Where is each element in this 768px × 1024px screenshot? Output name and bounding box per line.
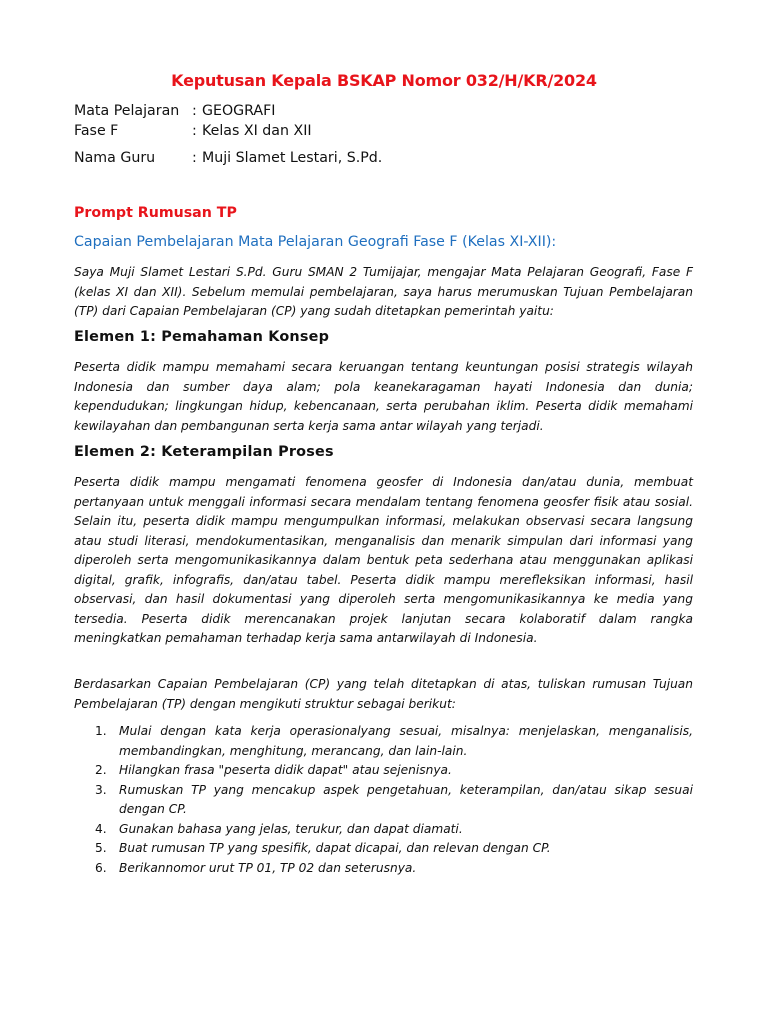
list-number: 5. — [95, 841, 107, 855]
list-item — [95, 859, 693, 879]
list-number: 4. — [95, 821, 107, 836]
meta-phase — [74, 121, 312, 141]
list-text: Hilangkan frasa "peserta didik dapat" atau sejenisnya. — [119, 763, 452, 777]
list-text: Gunakan bahasa yang jelas, terukur, dan dapat diamati. — [119, 821, 463, 836]
list-item — [95, 722, 693, 761]
meta-value: Muji Slamet Lestari, S.Pd. — [202, 150, 383, 166]
list-text: Mulai dengan kata kerja operasionalyang sesuai, misalnya: menjelaskan, menganalisis, membandingkan, menghitung, merancang, dan lain-lain. — [119, 724, 693, 758]
instruction-steps-list — [74, 722, 693, 878]
meta-label: Nama Guru — [74, 150, 156, 166]
meta-value: GEOGRAFI — [202, 103, 276, 119]
instruction-paragraph: Berdasarkan Capaian Pembelajaran (CP) yang telah ditetapkan di atas, tuliskan rumusan Tujuan Pembelajaran (TP) dengan mengikuti struktur sebagai berikut: — [74, 677, 693, 711]
meta-separator: : — [192, 123, 197, 139]
list-number: 6. — [95, 860, 107, 875]
list-number: 2. — [95, 763, 107, 777]
list-item — [95, 781, 693, 820]
element1-paragraph: Peserta didik mampu memahami secara keruangan tentang keuntungan posisi strategis wilayah Indonesia dan sumber daya alam; pola keanekaragaman hayati Indonesia dan dunia; kependudukan; lingkungan hidup, kebencanaan, serta perubahan iklim. Peserta didik memahami kewilayahan dan pembangunan serta kerja sama antar wilayah yang terjadi. — [74, 360, 693, 433]
element2-paragraph: Peserta didik mampu mengamati fenomena geosfer di Indonesia dan/atau dunia, membuat pertanyaan untuk menggali informasi secara mendalam tentang fenomena geosfer fisik atau sosial. Selain itu, peserta didik mampu mengumpulkan informasi, melakukan observasi secara langsung atau studi literasi, mendokumentasikan, menganalisis dan menarik simpulan dari informasi yang diperoleh serta mengomunikasikannya dalam bentuk peta sederhana atau menggunakan aplikasi digital, grafik, infografis, dan/atau tabel. Peserta didik mampu merefleksikan informasi, hasil observasi, dan hasil dokumentasi yang diperoleh serta mengomunikasikannya ke media yang tersedia. Peserta didik merencanakan projek lanjutan secara kolaboratif dalam rangka meningkatkan pemahaman terhadap kerja sama antarwilayah di Indonesia. — [74, 475, 693, 645]
element2-heading: Elemen 2: Keterampilan Proses — [74, 444, 334, 460]
list-text: Rumuskan TP yang mencakup aspek pengetahuan, keterampilan, dan/atau sikap sesuai dengan CP. — [119, 782, 693, 816]
meta-label: Mata Pelajaran — [74, 103, 180, 119]
list-number: 3. — [95, 782, 107, 797]
meta-teacher — [74, 148, 382, 168]
list-number: 1. — [95, 724, 107, 738]
cp-heading: Capaian Pembelajaran Mata Pelajaran Geografi Fase F (Kelas XI-XII): — [74, 234, 557, 250]
prompt-heading: Prompt Rumusan TP — [74, 205, 237, 221]
list-item — [95, 820, 693, 840]
meta-subject — [74, 101, 275, 121]
meta-separator: : — [192, 103, 197, 119]
element1-heading: Elemen 1: Pemahaman Konsep — [74, 329, 330, 345]
list-item — [95, 761, 693, 781]
intro-paragraph: Saya Muji Slamet Lestari S.Pd. Guru SMAN 2 Tumijajar, mengajar Mata Pelajaran Geografi, Fase F (kelas XI dan XII). Sebelum memulai pembelajaran, saya harus merumuskan Tujuan Pembelajaran (TP) dari Capaian Pembelajaran (CP) yang sudah ditetapkan pemerintah yaitu: — [74, 265, 693, 318]
list-item — [95, 839, 693, 859]
list-text: Berikannomor urut TP 01, TP 02 dan seterusnya. — [119, 860, 417, 875]
meta-value: Kelas XI dan XII — [202, 123, 312, 139]
meta-label: Fase F — [74, 123, 119, 139]
list-text: Buat rumusan TP yang spesifik, dapat dicapai, dan relevan dengan CP. — [119, 841, 551, 855]
meta-separator: : — [192, 150, 197, 166]
document-title: Keputusan Kepala BSKAP Nomor 032/H/KR/2024 — [171, 71, 597, 90]
